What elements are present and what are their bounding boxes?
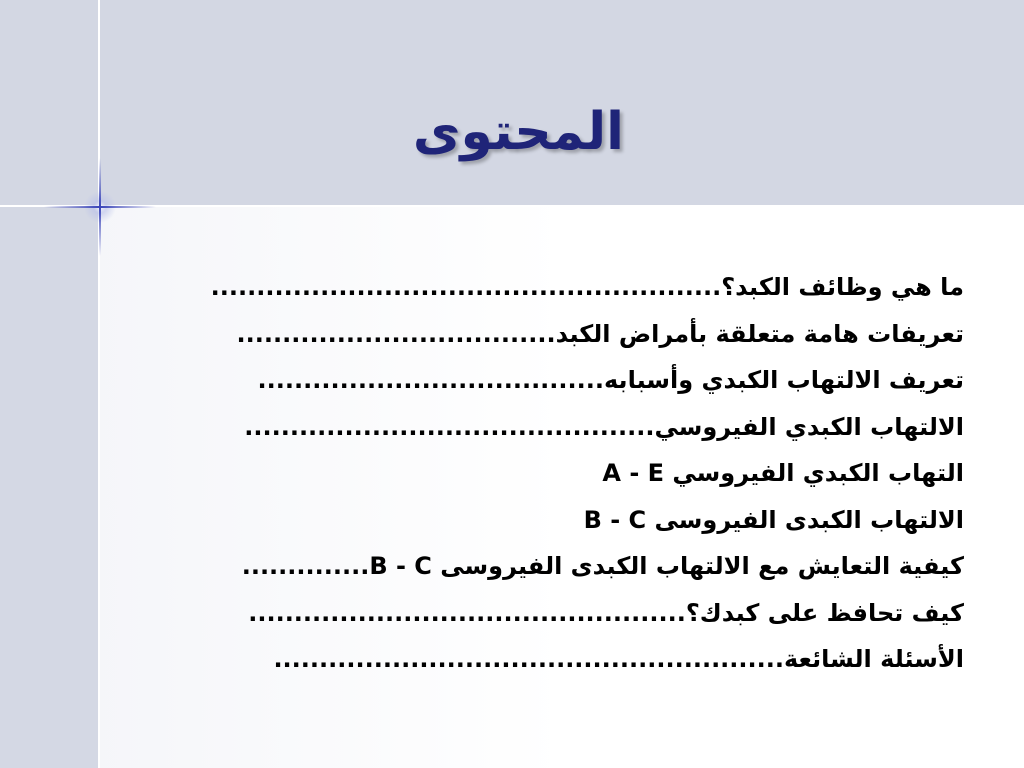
contents-list bbox=[112, 264, 964, 683]
list-item: تعريفات هامة متعلقة بأمراض الكبد................................... bbox=[236, 319, 964, 348]
vertical-divider bbox=[98, 0, 100, 768]
list-item: ما هي وظائف الكبد؟........................................................ bbox=[210, 273, 964, 301]
list-item: الالتهاب الكبدى الفيروسى B - C bbox=[583, 505, 964, 534]
list-item: تعريف الالتهاب الكبدي وأسبابه...................................... bbox=[257, 366, 964, 394]
list-item: التهاب الكبدي الفيروسي A - E bbox=[602, 459, 964, 487]
list-item: كيفية التعايش مع الالتهاب الكبدى الفيروسى B - C.............. bbox=[241, 552, 964, 580]
list-item: الأسئلة الشائعة........................................................ bbox=[273, 645, 964, 673]
list-item: الالتهاب الكبدي الفيروسي............................................. bbox=[244, 412, 964, 441]
sparkle-icon bbox=[40, 150, 160, 270]
list-item: كيف تحافظ على كبدك؟................................................ bbox=[248, 598, 964, 627]
page-title: المحتوى bbox=[412, 102, 624, 162]
